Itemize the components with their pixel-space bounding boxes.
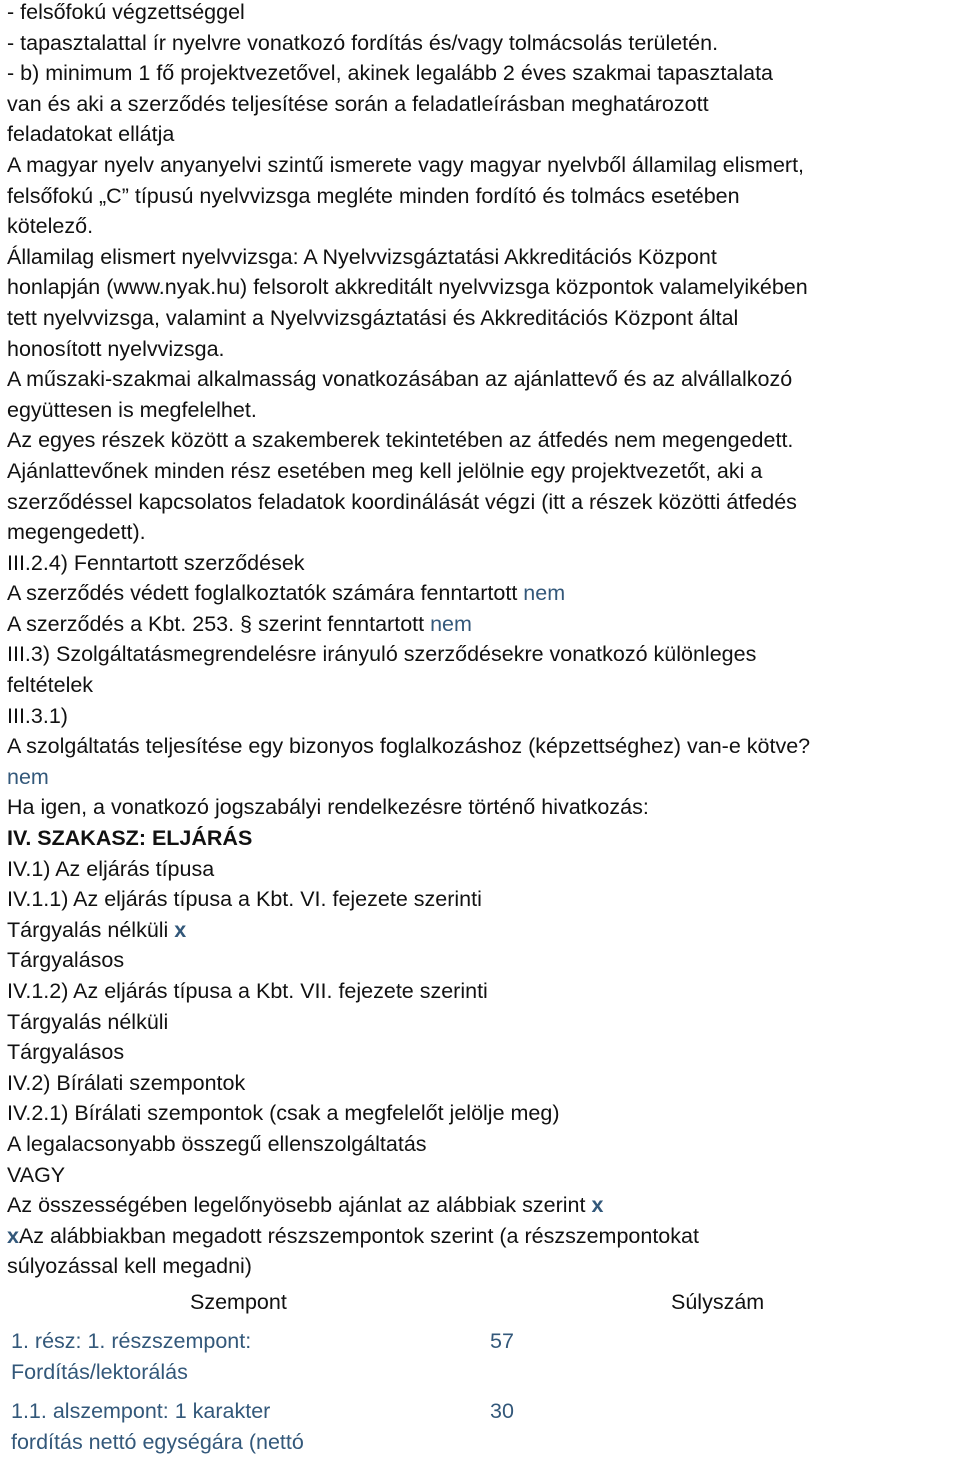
reserved-contract-value: nem (523, 581, 566, 606)
profession-answer: nem (7, 764, 49, 789)
reserved-contract-line (7, 578, 957, 609)
procedure-type-vii-heading: IV.1.2) Az eljárás típusa a Kbt. VII. fejezete szerinti (7, 979, 488, 1003)
text-line: A műszaki-szakmai alkalmasság vonatkozásában az ajánlattevő és az alvállalkozó (7, 367, 793, 392)
award-criteria-heading: IV.2) Bírálati szempontok (7, 1070, 246, 1095)
table-row-weight: 57 (490, 1329, 514, 1353)
procedure-option (7, 915, 957, 946)
criterion-lowest-price: A legalacsonyabb összegű ellenszolgáltatás (7, 1131, 427, 1156)
table-row-criterion (11, 1326, 251, 1387)
criterion-subcriteria (7, 1221, 957, 1252)
criterion-best-value (7, 1190, 957, 1221)
criterion-subcriteria-label: Az alábbiakban megadott részszempontok szerint (a részszempontokat (18, 1223, 699, 1248)
text-line: A magyar nyelv anyanyelvi szintű ismerete vagy magyar nyelvből államilag elismert, (7, 152, 805, 177)
text-line: honlapján (www.nyak.hu) felsorolt akkreditált nyelvvizsga központok valamelyikében (7, 275, 808, 300)
text-line: megengedett). (7, 520, 146, 545)
text-line: tett nyelvvizsga, valamint a Nyelvvizsgáztatási és Akkreditációs Központ által (7, 305, 739, 330)
procedure-type-heading: IV.1) Az eljárás típusa (7, 856, 215, 881)
text-line: - felsőfokú végzettséggel (7, 0, 245, 24)
reserved-kbt-label: A szerződés a Kbt. 253. § szerint fenntartott (7, 611, 431, 636)
text-line: - b) minimum 1 fő projektvezetővel, akinek legalább 2 éves szakmai tapasztalata (7, 61, 774, 86)
award-criteria-subheading: IV.2.1) Bírálati szempontok (csak a megfelelőt jelölje meg) (7, 1101, 560, 1126)
criterion-subcriteria-cont: súlyozással kell megadni) (7, 1254, 252, 1279)
criterion-best-value-label: Az összességében legelőnyösebb ajánlat az alábbiak szerint (7, 1193, 592, 1218)
procedure-option-label: Tárgyalás nélküli (7, 917, 175, 942)
procedure-type-vi-heading: IV.1.1) Az eljárás típusa a Kbt. VI. fejezete szerinti (7, 887, 482, 912)
text-line: Ajánlattevőnek minden rész esetében meg kell jelölnie egy projektvezetőt, aki a (7, 458, 763, 483)
subsection-heading: III.3.1) (7, 703, 68, 728)
text-line: felsőfokú „C” típusú nyelvvizsga megléte minden fordító és tolmács esetében (7, 183, 740, 208)
procedure-option: Tárgyalásos (7, 948, 125, 973)
text-line: Az egyes részek között a szakemberek tekintetében az átfedés nem megengedett. (7, 428, 794, 453)
criterion-text: fordítás nettó egységára (nettó (11, 1429, 304, 1454)
section-heading-special-conditions: III.3) Szolgáltatásmegrendelésre irányuló szerződésekre vonatkozó különleges (7, 642, 757, 667)
selected-mark: x (591, 1193, 604, 1218)
text-line: kötelező. (7, 214, 94, 239)
procedure-option: Tárgyalásos (7, 1040, 125, 1065)
reserved-contract-label: A szerződés védett foglalkoztatók számára fenntartott (7, 581, 524, 606)
table-header-criterion: Szempont (190, 1290, 287, 1314)
procedure-option: Tárgyalás nélküli (7, 1009, 169, 1034)
selected-mark: x (7, 1223, 19, 1248)
text-line: - tapasztalattal ír nyelvre vonatkozó fordítás és/vagy tolmácsolás területén. (7, 30, 719, 55)
criterion-text: 1. rész: 1. részszempont: (11, 1329, 252, 1353)
text-line: együttesen is megfelelhet. (7, 397, 257, 422)
text-line: szerződéssel kapcsolatos feladatok koordinálását végzi (itt a részek közötti átfedés (7, 489, 797, 514)
section-title-procedure: IV. SZAKASZ: ELJÁRÁS (7, 826, 253, 851)
section-heading-special-conditions-cont: feltételek (7, 673, 94, 698)
profession-question: A szolgáltatás teljesítése egy bizonyos foglalkozáshoz (képzettséghez) van-e kötve? (7, 734, 811, 759)
reserved-kbt-line (7, 609, 957, 640)
section-heading-reserved-contracts: III.2.4) Fenntartott szerződések (7, 550, 305, 575)
criterion-text: 1.1. alszempont: 1 karakter (11, 1399, 271, 1423)
table-header-weight: Súlyszám (671, 1290, 765, 1314)
text-line: van és aki a szerződés teljesítése során a feladatleírásban meghatározott (7, 91, 709, 116)
text-line: Államilag elismert nyelvvizsga: A Nyelvvizsgáztatási Akkreditációs Központ (7, 244, 717, 269)
table-row-weight: 30 (490, 1399, 514, 1423)
document-body (7, 0, 957, 1282)
text-line: feladatokat ellátja (7, 122, 175, 147)
selected-mark: x (174, 917, 187, 942)
legal-reference: Ha igen, a vonatkozó jogszabályi rendelkezésre történő hivatkozás: (7, 795, 649, 820)
criterion-text: Fordítás/lektorálás (11, 1359, 188, 1384)
or-separator: VAGY (7, 1162, 66, 1187)
table-row-criterion (11, 1396, 304, 1457)
text-line: honosított nyelvvizsga. (7, 336, 225, 361)
reserved-kbt-value: nem (430, 611, 472, 636)
